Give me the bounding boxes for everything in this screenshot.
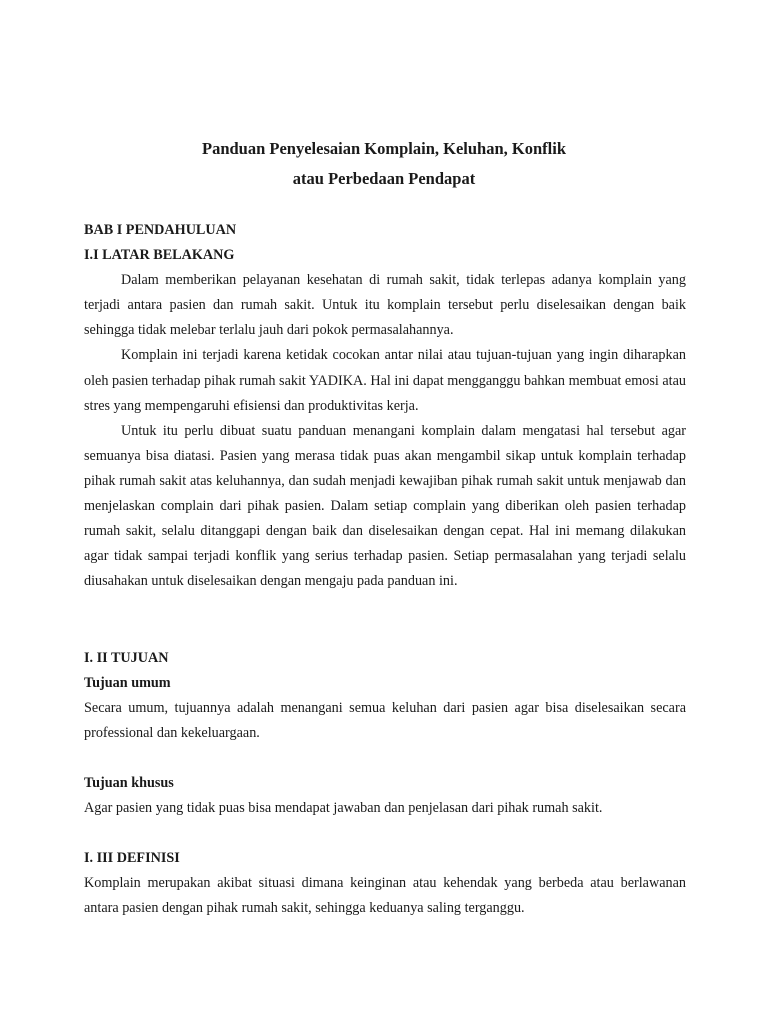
section-latar-belakang [84,218,686,594]
paragraph: Secara umum, tujuannya adalah menangani semua keluhan dari pasien agar bisa diselesaikan secara professional dan kekeluargaan. [84,700,686,742]
section-heading-latar-belakang: I.I LATAR BELAKANG [84,247,235,264]
section-heading-tujuan: I. II TUJUAN [84,650,169,666]
document-title-line-2: atau Perbedaan Pendapat [292,169,476,188]
chapter-heading: BAB I PENDAHULUAN [84,222,237,238]
paragraph: Komplain merupakan akibat situasi dimana keinginan atau kehendak yang berbeda atau berlawanan antara pasien dengan pihak rumah sakit, sehingga keduanya saling terganggu. [84,875,686,917]
paragraph: Dalam memberikan pelayanan kesehatan di rumah sakit, tidak terlepas adanya komplain yang terjadi antara pasien dan rumah sakit. Untuk itu komplain tersebut perlu diselesaikan dengan baik sehingga tidak melebar terlalu jauh dari pokok permasalahannya. [84,272,686,339]
paragraph: Agar pasien yang tidak puas bisa mendapat jawaban dan penjelasan dari pihak rumah sakit. [84,800,603,817]
section-tujuan-khusus [84,771,686,821]
subheading-tujuan-khusus: Tujuan khusus [84,775,174,791]
document-title-line-1: Panduan Penyelesaian Komplain, Keluhan, Konflik [202,139,566,158]
section-definisi [84,846,686,921]
section-tujuan [84,646,686,746]
subheading-tujuan-umum: Tujuan umum [84,675,171,692]
section-heading-definisi: I. III DEFINISI [84,850,180,866]
paragraph: Komplain ini terjadi karena ketidak cocokan antar nilai atau tujuan-tujuan yang ingin diharapkan oleh pasien terhadap pihak rumah sakit YADIKA. Hal ini dapat mengganggu bahkan membuat emosi atau stres yang mempengaruhi efisiensi dan produktivitas kerja. [84,347,686,414]
paragraph: Untuk itu perlu dibuat suatu panduan menangani komplain dalam mengatasi hal tersebut agar semuanya bisa diatasi. Pasien yang merasa tidak puas akan mengambil sikap untuk komplain terhadap pihak rumah sakit atas keluhannya, dan sudah menjadi kewajiban pihak rumah sakit untuk menjawab dan menjelaskan complain dari pihak pasien. Dalam setiap complain yang diberikan oleh pasien terhadap rumah sakit, selalu ditanggapi dengan baik dan diselesaikan dengan cepat. Hal ini memang dilakukan agar tidak sampai terjadi konflik yang serius terhadap pasien. Setiap permasalahan yang terjadi selalu diusahakan untuk diselesaikan dengan mengaju pada panduan ini. [84,422,686,590]
